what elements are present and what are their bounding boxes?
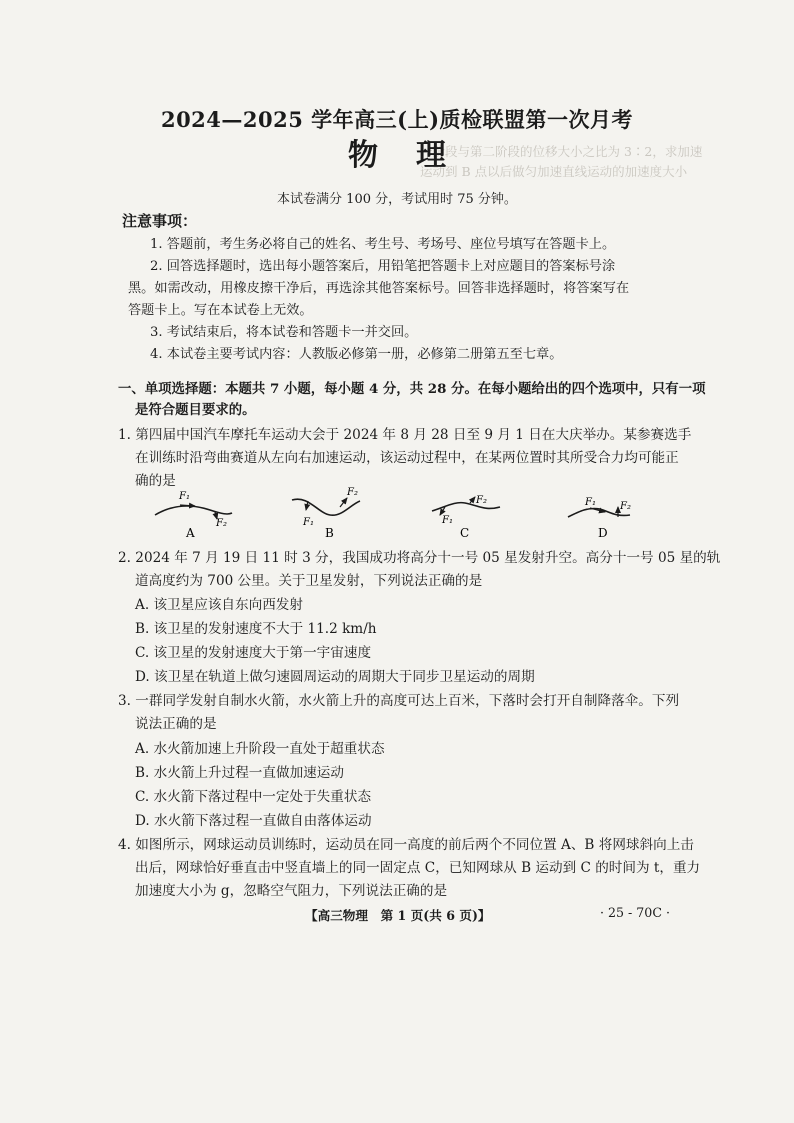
question-2-option: A. 该卫星应该自东向西发射 — [135, 597, 303, 613]
bleed-through-text-1: 一阶段与第二阶段的位移大小之比为 3∶2，求加速 — [420, 144, 703, 159]
note-item: 答题卡上。写在本试卷上无效。 — [128, 303, 313, 318]
figure-c — [432, 495, 500, 540]
question-1-figures — [140, 485, 660, 545]
force-label: F₁ — [442, 515, 453, 526]
page-footer: 【高三物理 第 1 页(共 6 页)】 — [305, 908, 491, 923]
section-heading-cont: 是符合题目要求的。 — [135, 402, 256, 418]
force-label: F₁ — [179, 491, 190, 502]
question-3-option: D. 水火箭下落过程一直做自由落体运动 — [135, 813, 372, 829]
force-label: F₂ — [620, 501, 631, 512]
exam-title: 2024—2025 学年高三(上)质检联盟第一次月考 — [160, 107, 634, 132]
question-2-option: C. 该卫星的发射速度大于第一宇宙速度 — [135, 645, 372, 661]
score-line: 本试卷满分 100 分，考试用时 75 分钟。 — [277, 192, 517, 207]
note-item: 3. 考试结束后，将本试卷和答题卡一并交回。 — [150, 325, 418, 340]
question-2-option: D. 该卫星在轨道上做匀速圆周运动的周期大于同步卫星运动的周期 — [135, 669, 535, 685]
force-label: F₂ — [476, 495, 487, 506]
question-3-option: B. 水火箭上升过程一直做加速运动 — [135, 765, 344, 781]
section-heading: 一、单项选择题：本题共 7 小题，每小题 4 分，共 28 分。在每小题给出的四个选项中，只有一项 — [118, 381, 706, 397]
bleed-through-text-2: 运动到 B 点以后做匀加速直线运动的加速度大小 — [420, 164, 688, 179]
force-label: F₁ — [303, 517, 314, 528]
notes-heading: 注意事项： — [122, 212, 198, 230]
question-1-text: 确的是 — [135, 473, 176, 489]
figure-b — [292, 487, 360, 540]
question-2-text: 道高度约为 700 公里。关于卫星发射，下列说法正确的是 — [135, 573, 483, 589]
option-label: D — [598, 526, 608, 540]
force-label: F₂ — [347, 487, 358, 498]
question-2-option: B. 该卫星的发射速度不大于 11.2 km/h — [135, 621, 377, 637]
question-4-text: 出后，网球恰好垂直击中竖直墙上的同一固定点 C，已知网球从 B 运动到 C 的时间为 t，重力 — [135, 860, 701, 876]
figure-d — [568, 497, 631, 540]
question-1-text: 在训练时沿弯曲赛道从左向右加速运动，该运动过程中，在某两位置时其所受合力均可能正 — [135, 450, 679, 466]
question-3-text: 3. 一群同学发射自制水火箭，水火箭上升的高度可达上百米，下落时会打开自制降落伞。下列 — [118, 693, 680, 709]
question-3-text: 说法正确的是 — [135, 716, 217, 732]
option-label: B — [325, 526, 334, 540]
force-label: F₂ — [216, 518, 227, 529]
note-item: 黑。如需改动，用橡皮擦干净后，再选涂其他答案标号。回答非选择题时，将答案写在 — [128, 281, 630, 296]
option-label: A — [186, 526, 195, 540]
force-label: F₁ — [585, 497, 596, 508]
option-label: C — [460, 526, 470, 540]
paper-code: · 25 - 70C · — [600, 905, 670, 920]
question-2-text: 2. 2024 年 7 月 19 日 11 时 3 分，我国成功将高分十一号 05 星发射升空。高分十一号 05 星的轨 — [118, 550, 721, 566]
question-1-text: 1. 第四届中国汽车摩托车运动大会于 2024 年 8 月 28 日至 9 月 1 日在大庆举办。某参赛选手 — [118, 427, 692, 443]
question-3-option: A. 水火箭加速上升阶段一直处于超重状态 — [135, 741, 385, 757]
note-item: 4. 本试卷主要考试内容：人教版必修第一册，必修第二册第五至七章。 — [150, 347, 563, 362]
figure-a — [155, 491, 232, 540]
question-3-option: C. 水火箭下落过程中一定处于失重状态 — [135, 789, 372, 805]
subject-title: 物理 — [348, 138, 484, 173]
question-4-text: 4. 如图所示，网球运动员训练时，运动员在同一高度的前后两个不同位置 A、B 将网球斜向上击 — [118, 837, 694, 853]
note-item: 2. 回答选择题时，选出每小题答案后，用铅笔把答题卡上对应题目的答案标号涂 — [150, 259, 616, 274]
question-4-text: 加速度大小为 g，忽略空气阻力，下列说法正确的是 — [135, 883, 448, 899]
note-item: 1. 答题前，考生务必将自己的姓名、考生号、考场号、座位号填写在答题卡上。 — [150, 237, 616, 252]
